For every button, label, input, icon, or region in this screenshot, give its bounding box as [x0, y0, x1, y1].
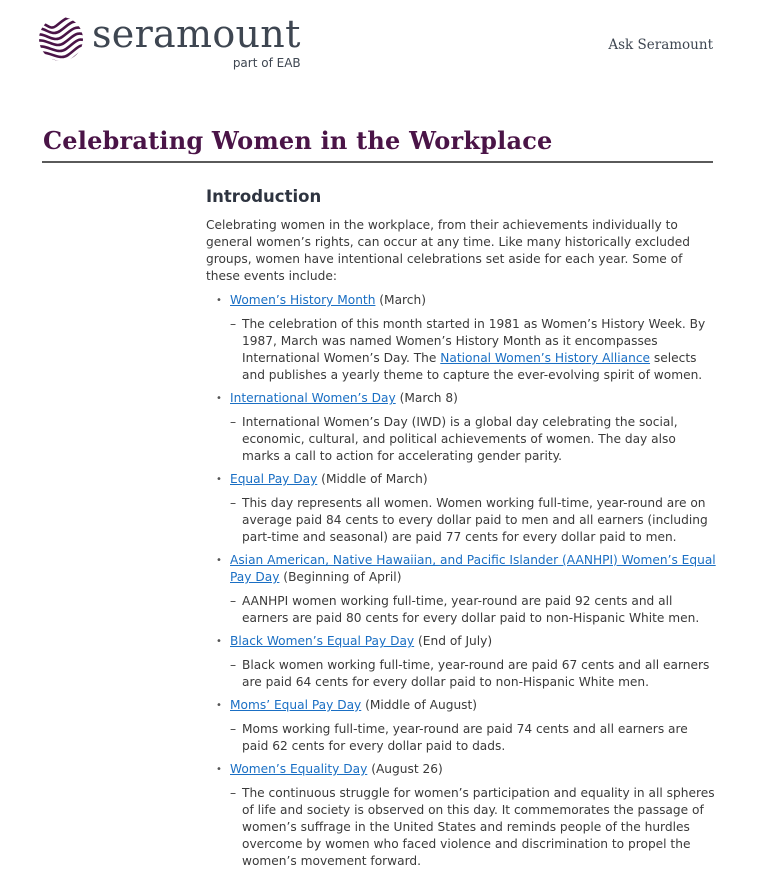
bullet-icon: •	[216, 393, 222, 404]
detail-text: selects and publishes a yearly theme to capture the ever-evolving spirit of women.	[242, 351, 703, 382]
event-date: (End of July)	[414, 634, 493, 648]
event-detail	[230, 593, 716, 627]
event-date: (Middle of March)	[317, 472, 428, 486]
link-aanhpi-equal-pay-day[interactable]: Asian American, Native Hawaiian, and Pacific Islander (AANHPI) Women’s Equal Pay Day	[230, 553, 716, 584]
event-heading	[230, 292, 716, 309]
detail-text: Black women working full-time, year-round are paid 67 cents and all earners are paid 64 cents for every dollar paid to non-Hispanic White men.	[242, 658, 710, 689]
ask-seramount-link[interactable]: Ask Seramount	[608, 37, 713, 53]
event-date: (March)	[375, 293, 426, 307]
event-heading	[230, 471, 716, 488]
logo-wordmark: seramount	[92, 12, 301, 56]
link-womens-equality-day[interactable]: Women’s Equality Day	[230, 762, 368, 776]
bullet-icon: •	[216, 474, 222, 485]
event-detail	[230, 657, 716, 691]
link-womens-history-month[interactable]: Women’s History Month	[230, 293, 376, 307]
event-heading	[230, 552, 716, 586]
dash-icon: –	[230, 594, 237, 608]
link-moms-equal-pay-day[interactable]: Moms’ Equal Pay Day	[230, 698, 362, 712]
detail-text: AANHPI women working full-time, year-round are paid 92 cents and all earners are paid 80 cents for every dollar paid to non-Hispanic White men.	[242, 594, 700, 625]
event-detail	[230, 316, 716, 384]
dash-icon: –	[230, 496, 237, 510]
page-title: Celebrating Women in the Workplace	[43, 126, 553, 155]
title-divider	[42, 161, 713, 163]
link-equal-pay-day[interactable]: Equal Pay Day	[230, 472, 318, 486]
event-detail	[230, 785, 716, 870]
event-heading	[230, 633, 716, 650]
event-date: (August 26)	[367, 762, 443, 776]
logo-text	[92, 12, 301, 70]
dash-icon: –	[230, 786, 237, 800]
detail-text: Moms working full-time, year-round are paid 74 cents and all earners are paid 62 cents for every dollar paid to dads.	[242, 722, 688, 753]
event-detail	[230, 721, 716, 755]
link-national-womens-history-alliance[interactable]: National Women’s History Alliance	[440, 351, 651, 365]
event-date: (Beginning of April)	[279, 570, 402, 584]
link-black-womens-equal-pay-day[interactable]: Black Women’s Equal Pay Day	[230, 634, 415, 648]
event-date: (Middle of August)	[361, 698, 478, 712]
bullet-icon: •	[216, 636, 222, 647]
list-item-aanhpi-equal-pay-day	[206, 552, 716, 627]
event-detail	[230, 495, 716, 546]
link-international-womens-day[interactable]: International Women’s Day	[230, 391, 396, 405]
dash-icon: –	[230, 415, 237, 429]
event-date: (March 8)	[395, 391, 458, 405]
dash-icon: –	[230, 317, 237, 331]
bullet-icon: •	[216, 764, 222, 775]
bullet-icon: •	[216, 295, 222, 306]
intro-paragraph: Celebrating women in the workplace, from their achievements individually to general women’s rights, can occur at any time. Like many historically excluded groups, women have intentional celebrations set aside for each year. Some of these events include:	[206, 218, 690, 283]
detail-text: International Women’s Day (IWD) is a global day celebrating the social, economic, cultural, and political achievements of women. The day also marks a call to action for accelerating gender parity.	[242, 415, 678, 463]
list-item-equal-pay-day	[206, 471, 716, 546]
list-item-womens-history-month	[206, 292, 716, 384]
detail-text: The celebration of this month started in 1981 as Women’s History Week. By 1987, March was named Women’s History Month as it encompasses International Women’s Day. The	[242, 317, 706, 365]
list-item-black-womens-equal-pay-day	[206, 633, 716, 691]
seramount-wave-logo-icon	[38, 16, 84, 62]
logo-subtitle: part of EAB	[232, 56, 301, 70]
seramount-logo[interactable]	[38, 12, 301, 70]
bullet-icon: •	[216, 555, 222, 566]
event-heading	[230, 390, 716, 407]
dash-icon: –	[230, 658, 237, 672]
detail-text: This day represents all women. Women working full-time, year-round are on average paid 84 cents to every dollar paid to men and all earners (including part-time and seasonal) are paid 77 cents for every dollar paid to men.	[242, 496, 708, 544]
dash-icon: –	[230, 722, 237, 736]
list-item-moms-equal-pay-day	[206, 697, 716, 755]
detail-text: The continuous struggle for women’s participation and equality in all spheres of life and society is observed on this day. It commemorates the passage of women’s suffrage in the United States and reminds people of the hurdles overcome by women who faced violence and discrimination to propel the women’s movement forward.	[242, 786, 715, 868]
bullet-icon: •	[216, 700, 222, 711]
event-heading	[230, 761, 716, 778]
article-body	[206, 186, 716, 876]
event-detail	[230, 414, 716, 465]
event-heading	[230, 697, 716, 714]
section-heading-introduction: Introduction	[206, 187, 322, 206]
list-item-international-womens-day	[206, 390, 716, 465]
events-list	[206, 292, 716, 870]
site-header	[0, 0, 768, 100]
